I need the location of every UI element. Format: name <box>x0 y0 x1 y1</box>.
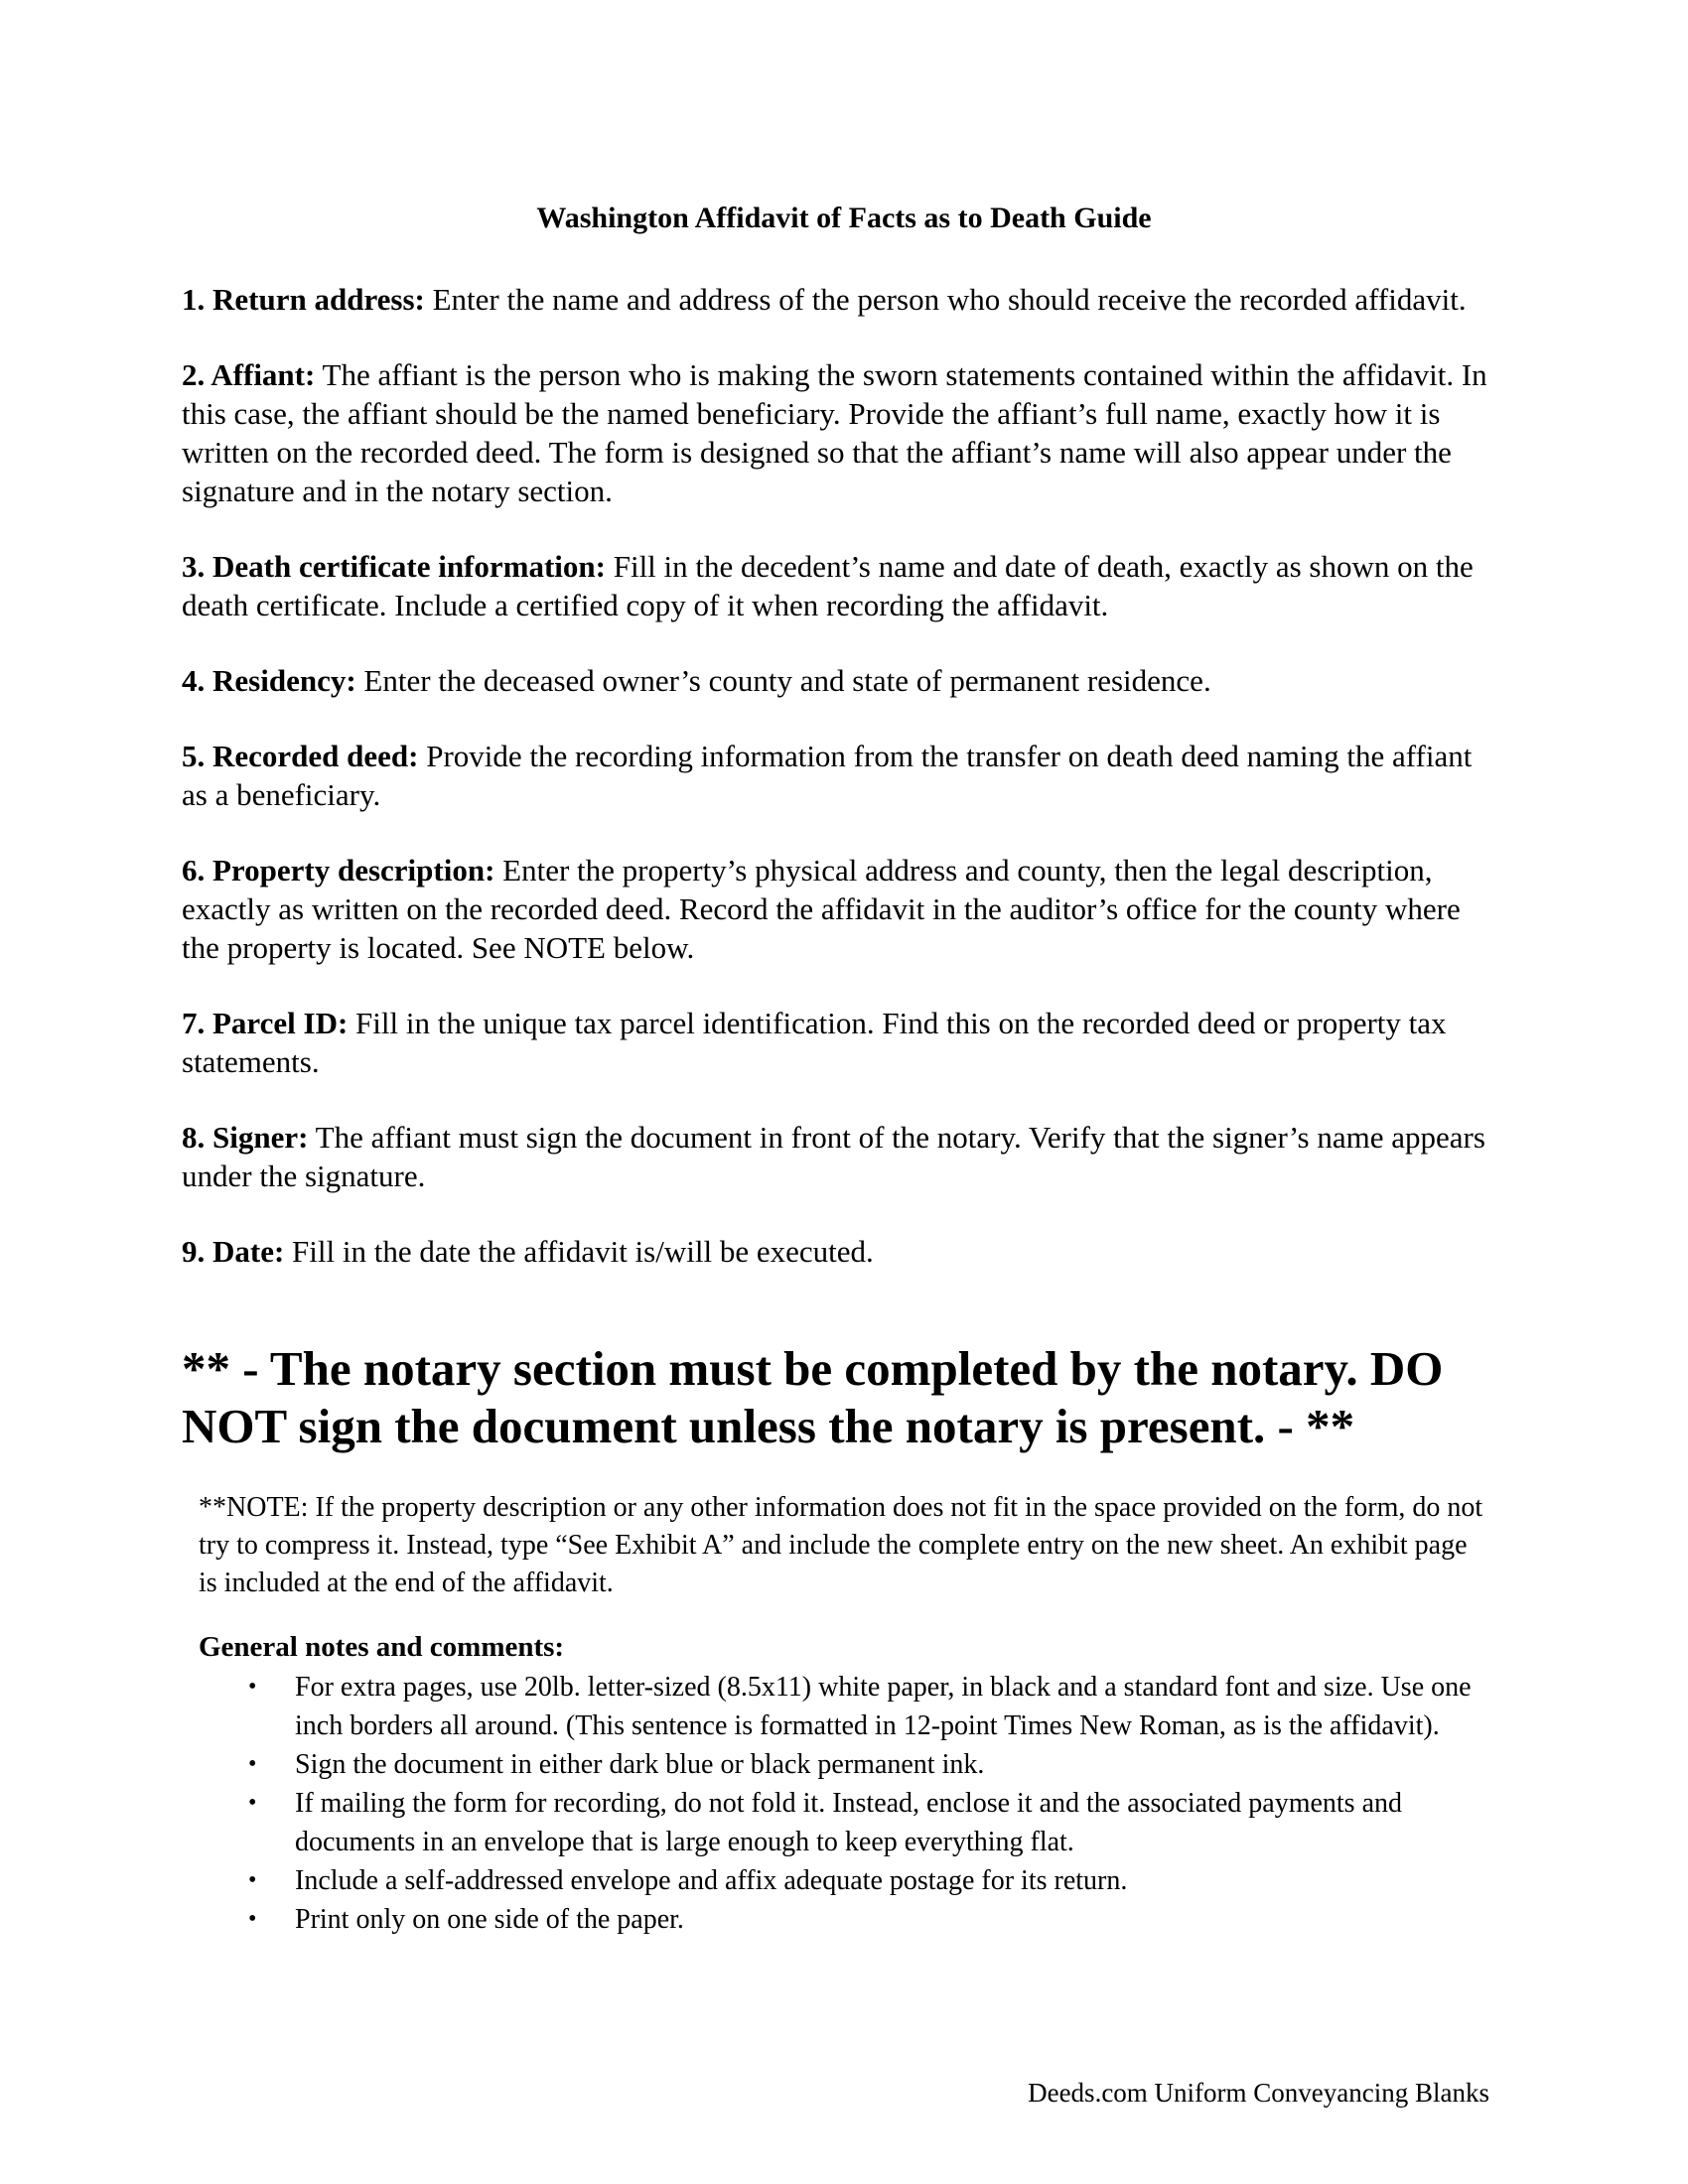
step-text: The affiant is the person who is making the sworn statements contained within the affidavit. In this case, the affiant should be the named beneficiary. Provide the affiant’s full name, exactly how it is written on the recorded deed. The form is designed so that the affiant’s name will also appear under the signature and in the notary section. <box>182 357 1487 508</box>
step-label: 8. Signer: <box>182 1120 309 1155</box>
step-label: 5. Recorded deed: <box>182 739 419 773</box>
step-text: Fill in the unique tax parcel identification. Find this on the recorded deed or property tax statements. <box>182 1006 1447 1079</box>
step-text: Enter the deceased owner’s county and state of permanent residence. <box>355 663 1211 698</box>
step-return-address <box>182 280 1492 319</box>
list-item-text: For extra pages, use 20lb. letter-sized (8.5x11) white paper, in black and a standard font and size. Use one inch borders all around. (This sentence is formatted in 12-point Times New Roman, as is the affidavit). <box>295 1672 1472 1741</box>
step-text: Provide the recording information from the transfer on death deed naming the affiant as a beneficiary. <box>182 739 1473 812</box>
step-text: Fill in the date the affidavit is/will be executed. <box>284 1234 874 1269</box>
list-item-text: If mailing the form for recording, do not fold it. Instead, enclose it and the associated payments and documents in an envelope that is large enough to keep everything flat. <box>295 1788 1403 1857</box>
step-text: Enter the name and address of the person who should receive the recorded affidavit. <box>424 282 1467 317</box>
step-label: 7. Parcel ID: <box>182 1006 349 1040</box>
step-text: Fill in the decedent’s name and date of death, exactly as shown on the death certificate. Include a certified copy of it when recording the affidavit. <box>182 549 1474 622</box>
step-label: 6. Property description: <box>182 853 495 887</box>
bullet-icon: • <box>248 1751 257 1777</box>
step-label: 9. Date: <box>182 1234 285 1269</box>
bullet-icon: • <box>248 1867 257 1893</box>
list-item <box>199 1861 1489 1900</box>
step-death-certificate <box>182 547 1492 624</box>
step-label: 2. Affiant: <box>182 357 316 392</box>
list-item-text: Sign the document in either dark blue or black permanent ink. <box>295 1749 985 1780</box>
list-item-text: Print only on one side of the paper. <box>295 1904 684 1935</box>
list-item <box>199 1668 1489 1745</box>
list-item <box>199 1745 1489 1784</box>
step-residency <box>182 661 1492 700</box>
page-footer: Deeds.com Uniform Conveyancing Blanks <box>1028 2078 1489 2108</box>
document-title: Washington Affidavit of Facts as to Death Guide <box>536 202 1152 234</box>
notary-warning: ** - The notary section must be completed by the notary. DO NOT sign the document unless the notary is present. - ** <box>182 1341 1444 1453</box>
step-date <box>182 1232 1492 1271</box>
step-property-description <box>182 851 1492 967</box>
list-item <box>199 1900 1489 1939</box>
bullet-icon: • <box>248 1674 257 1700</box>
step-text: The affiant must sign the document in front of the notary. Verify that the signer’s name appears under the signature. <box>182 1120 1485 1193</box>
instruction-steps <box>182 280 1492 1307</box>
list-item-text: Include a self-addressed envelope and affix adequate postage for its return. <box>295 1865 1128 1896</box>
note-label: **NOTE: <box>199 1492 309 1523</box>
step-text: Enter the property’s physical address and county, then the legal description, exactly as written on the recorded deed. Record the affidavit in the auditor’s office for the county where the property is located. See NOTE below. <box>182 853 1461 965</box>
step-signer <box>182 1118 1492 1195</box>
exhibit-note <box>199 1489 1489 1602</box>
general-notes-list <box>199 1668 1489 1939</box>
bullet-icon: • <box>248 1906 257 1932</box>
step-affiant <box>182 355 1492 510</box>
step-label: 3. Death certificate information: <box>182 549 606 584</box>
step-label: 1. Return address: <box>182 282 425 317</box>
step-label: 4. Residency: <box>182 663 356 698</box>
general-notes-heading: General notes and comments: <box>199 1631 565 1663</box>
note-text: If the property description or any other information does not fit in the space provided on the form, do not try to compress it. Instead, type “See Exhibit A” and include the complete entry on the new sheet. An exhibit page is included at the end of the affidavit. <box>199 1492 1483 1598</box>
bullet-icon: • <box>248 1790 257 1816</box>
list-item <box>199 1784 1489 1861</box>
step-recorded-deed <box>182 737 1492 814</box>
step-parcel-id <box>182 1004 1492 1081</box>
